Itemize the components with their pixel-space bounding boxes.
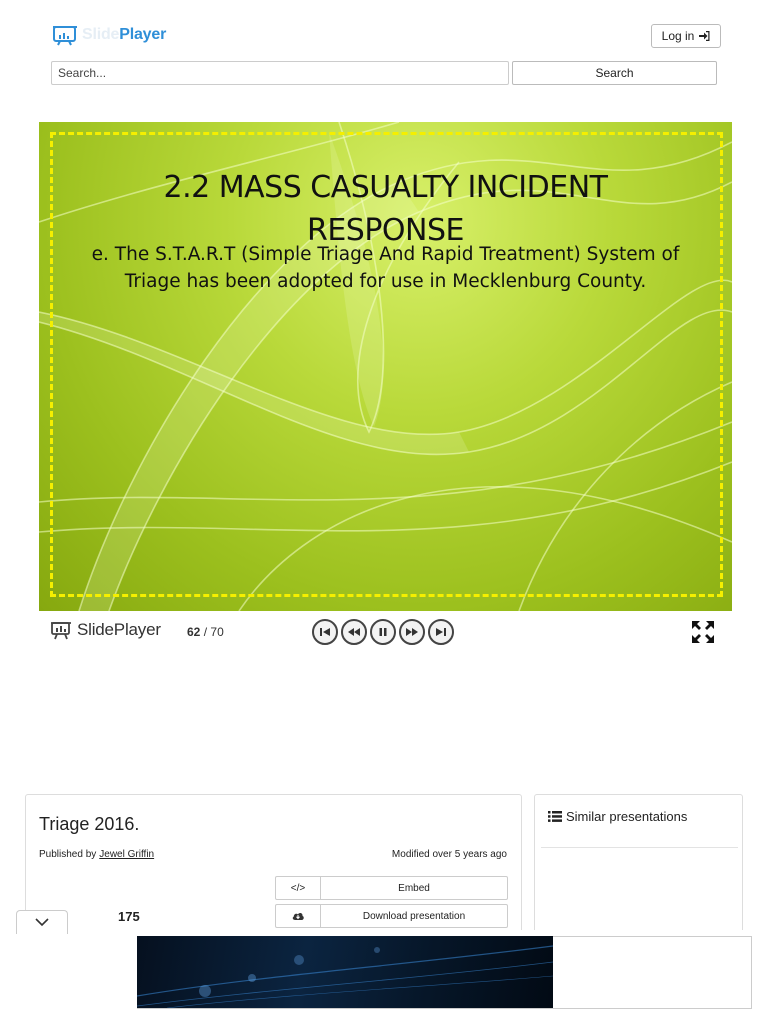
next-slide-icon	[405, 625, 419, 639]
last-slide-button[interactable]	[428, 619, 454, 645]
sign-in-icon	[699, 31, 710, 41]
player-logo[interactable]	[50, 620, 161, 640]
code-icon: </>	[276, 877, 321, 899]
embed-label: Embed	[398, 882, 430, 894]
download-button[interactable]	[275, 904, 508, 928]
presentation-info-card	[25, 794, 522, 944]
embed-button[interactable]	[275, 876, 508, 900]
pause-button[interactable]	[370, 619, 396, 645]
site-logo[interactable]	[52, 24, 166, 46]
chevron-down-icon	[35, 918, 49, 927]
presentation-title: Triage 2016.	[39, 814, 140, 834]
first-slide-button[interactable]	[312, 619, 338, 645]
similar-presentations-heading	[548, 809, 687, 824]
presentation-board-icon	[50, 620, 72, 640]
similar-presentations-title: Similar presentations	[566, 809, 688, 824]
login-label: Log in	[661, 29, 695, 43]
slide-body-line: e. The S.T.A.R.T (Simple Triage And Rapid Treatment) System of	[91, 244, 680, 265]
similar-presentations-card	[534, 794, 743, 944]
search-button[interactable]: Search	[512, 61, 717, 85]
ad-light-streaks	[137, 936, 553, 1008]
last-slide-icon	[434, 625, 448, 639]
ad-image[interactable]	[137, 936, 553, 1008]
presentation-board-icon	[52, 24, 78, 46]
logo-text	[82, 26, 166, 44]
previous-slide-icon	[347, 625, 361, 639]
published-by	[39, 849, 154, 860]
current-slide-number: 62	[187, 625, 201, 639]
first-slide-icon	[318, 625, 332, 639]
view-count: 175	[118, 909, 140, 924]
pause-icon	[376, 625, 390, 639]
cloud-download-icon	[276, 905, 321, 927]
collapse-ad-button[interactable]	[16, 910, 68, 934]
slide-title-line: 2.2 MASS CASUALTY INCIDENT	[163, 170, 608, 205]
logo-text-strong: Player	[119, 26, 167, 43]
divider	[541, 847, 738, 848]
slide-title-line: RESPONSE	[307, 213, 464, 248]
slide-counter-separator: /	[203, 625, 208, 639]
slide-counter	[187, 625, 224, 639]
ad-banner[interactable]	[16, 930, 752, 1024]
login-button[interactable]	[651, 24, 721, 48]
slide-body-line: Triage has been adopted for use in Mecklenburg County.	[124, 271, 647, 292]
fullscreen-icon[interactable]	[691, 620, 715, 644]
modified-date: Modified over 5 years ago	[391, 849, 507, 860]
search-input[interactable]	[51, 61, 509, 85]
next-slide-button[interactable]	[399, 619, 425, 645]
player-controls	[312, 619, 454, 645]
slide-body	[69, 241, 702, 295]
player-logo-text: SlidePlayer	[77, 620, 161, 639]
previous-slide-button[interactable]	[341, 619, 367, 645]
download-label: Download presentation	[362, 910, 466, 922]
logo-text-faint: Slide	[82, 26, 120, 43]
total-slides: 70	[210, 625, 224, 639]
published-prefix: Published by	[39, 849, 97, 860]
slide-title	[39, 166, 732, 252]
slide-viewer[interactable]	[39, 122, 732, 611]
author-link[interactable]: Jewel Griffin	[99, 849, 155, 860]
list-icon	[548, 811, 562, 822]
